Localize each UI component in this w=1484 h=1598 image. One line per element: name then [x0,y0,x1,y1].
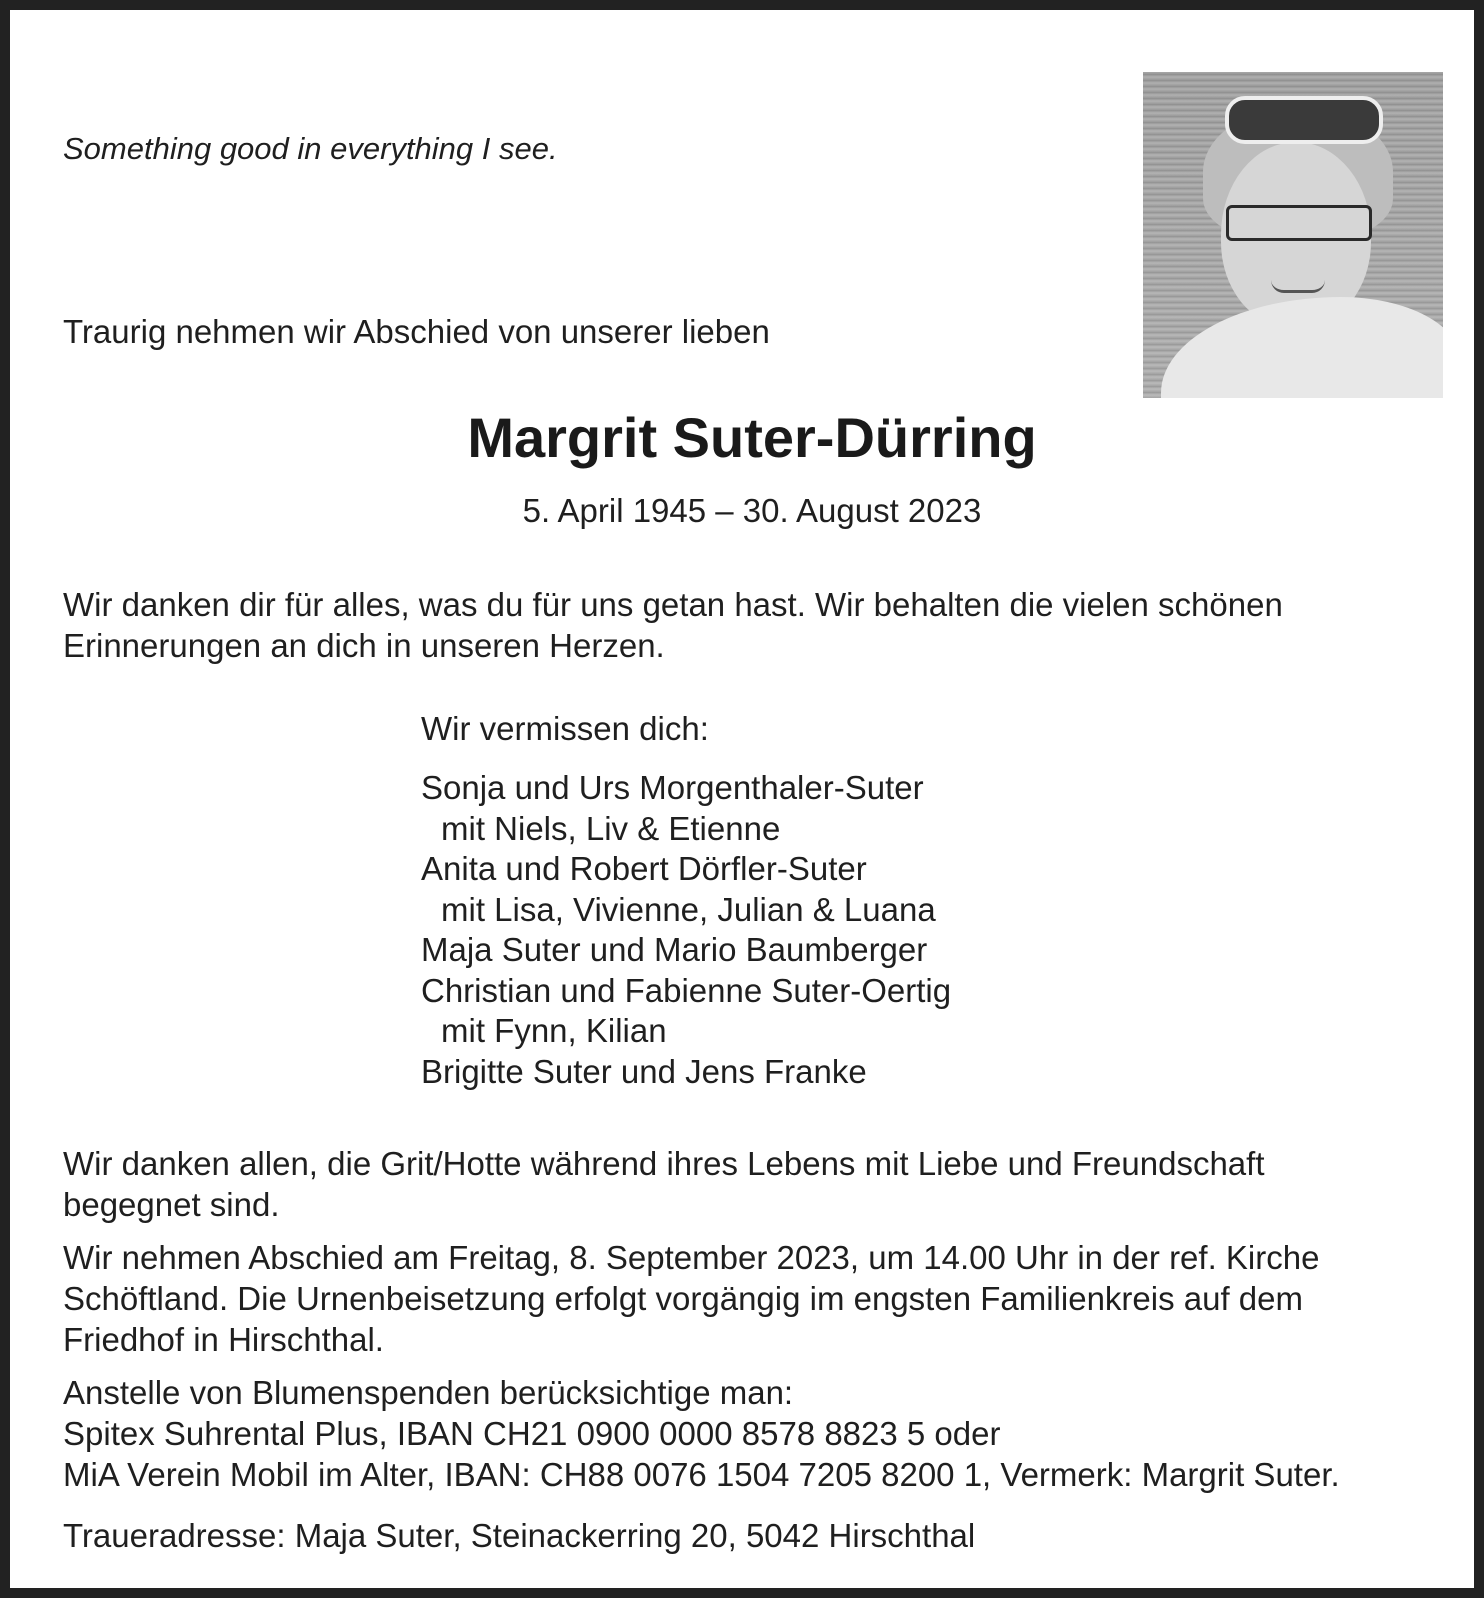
family-list [421,768,951,1092]
intro-text: Traurig nehmen wir Abschied von unserer lieben [63,313,770,350]
photo-glasses [1226,205,1372,241]
gratitude-paragraph [63,1143,1443,1225]
family-member-children: mit Lisa, Vivienne, Julian & Luana [441,890,936,928]
donations-line: Spitex Suhrental Plus, IBAN CH21 0900 0000 8578 8823 5 oder [63,1415,1001,1452]
family-heading: Wir vermissen dich: [421,710,709,747]
family-member-children: mit Niels, Liv & Etienne [441,809,781,847]
family-member-children: mit Fynn, Kilian [441,1012,667,1049]
farewell-line: Schöftland. Die Urnenbeisetzung erfolgt vorgängig im engsten Familienkreis auf dem [63,1280,1303,1317]
life-dates: 5. April 1945 – 30. August 2023 [522,492,982,529]
portrait-photo [1143,72,1443,398]
gratitude-line: Wir danken allen, die Grit/Hotte während ihres Lebens mit Liebe und Freundschaft [63,1145,1265,1182]
thanks-paragraph: Wir danken dir für alles, was du für uns getan hast. Wir behalten die vielen schönen Erinnerungen an dich in unseren Herzen. [63,586,1283,664]
deceased-name: Margrit Suter-Dürring [467,406,1037,469]
photo-smile [1271,280,1325,293]
farewell-line: Wir nehmen Abschied am Freitag, 8. September 2023, um 14.00 Uhr in der ref. Kirche [63,1239,1320,1276]
donations-paragraph [63,1372,1443,1495]
family-member: Christian und Fabienne Suter-Oertig [421,971,952,1009]
family-member: Maja Suter und Mario Baumberger [421,931,928,968]
family-member: Anita und Robert Dörfler-Suter [421,850,867,887]
family-member: Brigitte Suter und Jens Franke [421,1052,867,1090]
mourning-address [63,1515,1443,1556]
donations-line: Anstelle von Blumenspenden berücksichtige man: [63,1374,794,1411]
motto-quote: Something good in everything I see. [63,131,558,166]
farewell-line: Friedhof in Hirschthal. [63,1321,384,1358]
address-line: Traueradresse: Maja Suter, Steinackerring 20, 5042 Hirschthal [63,1517,976,1554]
donations-line: MiA Verein Mobil im Alter, IBAN: CH88 0076 1504 7205 8200 1, Vermerk: Margrit Suter. [63,1456,1340,1493]
family-member: Sonja und Urs Morgenthaler-Suter [421,769,924,806]
farewell-paragraph [63,1237,1443,1360]
photo-sunglasses [1225,96,1383,144]
gratitude-line: begegnet sind. [63,1186,280,1223]
